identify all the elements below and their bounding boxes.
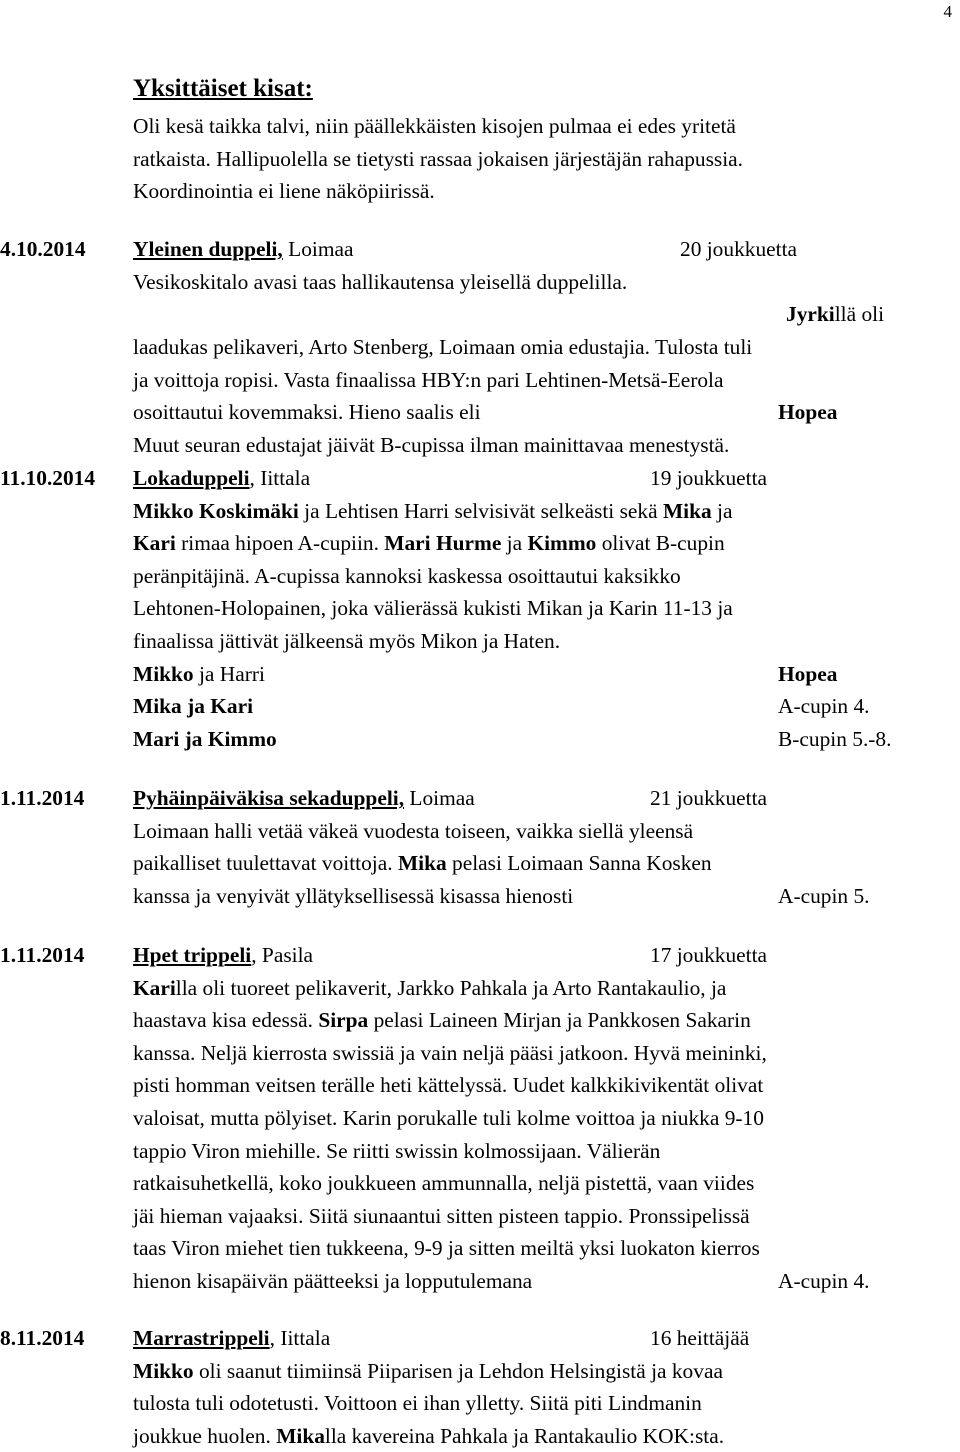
event-lokaduppeli <box>0 462 960 755</box>
event-text: Loimaan halli vetää väkeä vuodesta toiseen, vaikka siellä yleensä <box>133 818 694 843</box>
player-name: Mikko <box>133 1358 194 1383</box>
event-text: tulosta tuli odotetusti. Voittoon ei ihan ylletty. Siitä piti Lindmanin <box>133 1391 702 1416</box>
event-text: ja Harri <box>193 661 265 686</box>
event-date: 4.10.2014 <box>0 237 86 261</box>
event-place: , Pasila <box>251 943 314 967</box>
event-text: finaalissa jättivät jälkeensä myös Mikon ja Haten. <box>133 628 561 653</box>
event-text: tappio Viron miehille. Se riitti swissin kolmossijaan. Välierän <box>133 1138 661 1163</box>
event-text: ja Lehtisen Harri selvisivät selkeästi sekä <box>298 498 663 523</box>
intro-line: ratkaista. Hallipuolella se tietysti rassaa jokaisen järjestäjän rahapussia. <box>133 146 744 171</box>
event-text: llä oli <box>834 302 885 327</box>
event-result: A-cupin 5. <box>778 883 870 908</box>
event-result: A-cupin 4. <box>778 1268 870 1293</box>
event-text: lla kavereina Pahkala ja Rantakaulio KOK:sta. <box>324 1423 725 1448</box>
player-name: Mika <box>662 498 712 523</box>
event-text: ratkaisuhetkellä, koko joukkueen ammunnalla, neljä pistettä, vaan viides <box>133 1171 755 1196</box>
event-text: lla oli tuoreet pelikaverit, Jarkko Pahkala ja Arto Rantakaulio, ja <box>175 975 727 1000</box>
event-text: haastava kisa edessä. <box>133 1008 319 1033</box>
event-text: olivat B-cupin <box>596 531 725 556</box>
event-marrastrippeli <box>0 1322 960 1452</box>
event-teams: 19 joukkuetta <box>650 466 768 490</box>
event-text: oli saanut tiimiinsä Piiparisen ja Lehdon Helsingistä ja kovaa <box>193 1358 723 1383</box>
player-name: Kari <box>133 975 176 1000</box>
event-text: pelasi Loimaan Sanna Kosken <box>446 851 712 876</box>
event-text: hienon kisapäivän päätteeksi ja lopputulemana <box>133 1268 533 1293</box>
event-text: pisti homman veitsen terälle heti kättelyssä. Uudet kalkkikivikentät olivat <box>133 1073 764 1098</box>
event-pyhainpaivakisa <box>0 782 960 912</box>
event-text: ja voittoja ropisi. Vasta finaalissa HBY:n pari Lehtinen-Metsä-Eerola <box>133 367 724 392</box>
event-date: 1.11.2014 <box>0 943 85 967</box>
event-text: Muut seuran edustajat jäivät B-cupissa ilman mainittavaa menestystä. <box>133 432 730 457</box>
event-text: peränpitäjinä. A-cupissa kannoksi kaskessa osoittautui kaksikko <box>133 563 681 588</box>
event-date: 1.11.2014 <box>0 786 85 810</box>
player-name: Mari Hurme <box>384 531 502 556</box>
event-text: taas Viron miehet tien tukkeena, 9-9 ja sitten meiltä yksi luokaton kierros <box>133 1236 760 1261</box>
event-text: rimaa hipoen A-cupiin. <box>175 531 385 556</box>
event-place: Loimaa <box>404 786 475 810</box>
event-result: A-cupin 4. <box>778 694 870 719</box>
intro-line: Koordinointia ei liene näköpiirissä. <box>133 179 435 204</box>
event-text: osoittautui kovemmaksi. Hieno saalis eli <box>133 400 481 425</box>
page-number: 4 <box>943 2 952 21</box>
player-name: Kimmo <box>527 531 597 556</box>
event-name: Lokaduppeli <box>133 466 250 490</box>
event-text: Lehtonen-Holopainen, joka välierässä kukisti Mikan ja Karin 11-13 ja <box>133 596 733 621</box>
event-text: kanssa. Neljä kierrosta swissiä ja vain neljä pääsi jatkoon. Hyvä meininki, <box>133 1040 767 1065</box>
event-teams: 21 joukkuetta <box>650 786 768 810</box>
event-text: Vesikoskitalo avasi taas hallikautensa yleisellä duppelilla. <box>133 269 628 294</box>
event-name: Marrastrippeli <box>133 1326 270 1350</box>
event-result: Hopea <box>778 661 838 686</box>
event-name: Hpet trippeli <box>133 943 252 967</box>
player-name: Mika ja Kari <box>133 694 254 719</box>
event-date: 8.11.2014 <box>0 1326 85 1350</box>
player-name: Mika <box>397 851 447 876</box>
player-name: Jyrki <box>786 302 835 327</box>
player-name: Kari <box>133 531 176 556</box>
event-yleinen-duppeli <box>0 233 960 461</box>
event-text: ja <box>501 531 528 556</box>
event-teams: 20 joukkuetta <box>680 237 798 261</box>
event-hpet-trippeli <box>0 939 960 1298</box>
event-result: Hopea <box>778 400 838 425</box>
player-name: Sirpa <box>318 1008 369 1033</box>
event-name: Yleinen duppeli, <box>133 237 283 261</box>
event-name: Pyhäinpäiväkisa sekaduppeli, <box>133 786 405 810</box>
event-date: 11.10.2014 <box>0 466 96 490</box>
event-place: , Iittala <box>249 466 311 490</box>
intro-paragraph <box>0 110 960 208</box>
section-heading: Yksittäiset kisat: <box>133 75 313 102</box>
intro-line: Oli kesä taikka talvi, niin päällekkäisten kisojen pulmaa ei edes yritetä <box>133 114 736 138</box>
event-text: ja <box>711 498 733 523</box>
player-name: Mari ja Kimmo <box>133 726 277 751</box>
event-text: kanssa ja venyivät yllätyksellisessä kisassa hienosti <box>133 883 574 908</box>
event-text: valoisat, mutta pölyiset. Karin porukalle tuli kolme voittoa ja niukka 9-10 <box>133 1105 764 1130</box>
event-text: jäi hieman vajaaksi. Siitä siunaantui sitten pisteen tappio. Pronssipelissä <box>133 1203 750 1228</box>
event-result: B-cupin 5.-8. <box>778 726 892 751</box>
event-text: pelasi Laineen Mirjan ja Pankkosen Sakarin <box>368 1008 751 1033</box>
event-text: joukkue huolen. <box>133 1423 277 1448</box>
event-text: paikalliset tuulettavat voittoja. <box>133 851 398 876</box>
player-name: Mikko Koskimäki <box>133 498 299 523</box>
player-name: Mika <box>276 1423 325 1448</box>
event-teams: 17 joukkuetta <box>650 943 768 967</box>
event-teams: 16 heittäjää <box>650 1326 750 1350</box>
player-name: Mikko <box>133 661 194 686</box>
event-place: Loimaa <box>282 237 354 261</box>
event-text: laadukas pelikaveri, Arto Stenberg, Loimaan omia edustajia. Tulosta tuli <box>133 335 753 360</box>
event-place: , Iittala <box>269 1326 331 1350</box>
